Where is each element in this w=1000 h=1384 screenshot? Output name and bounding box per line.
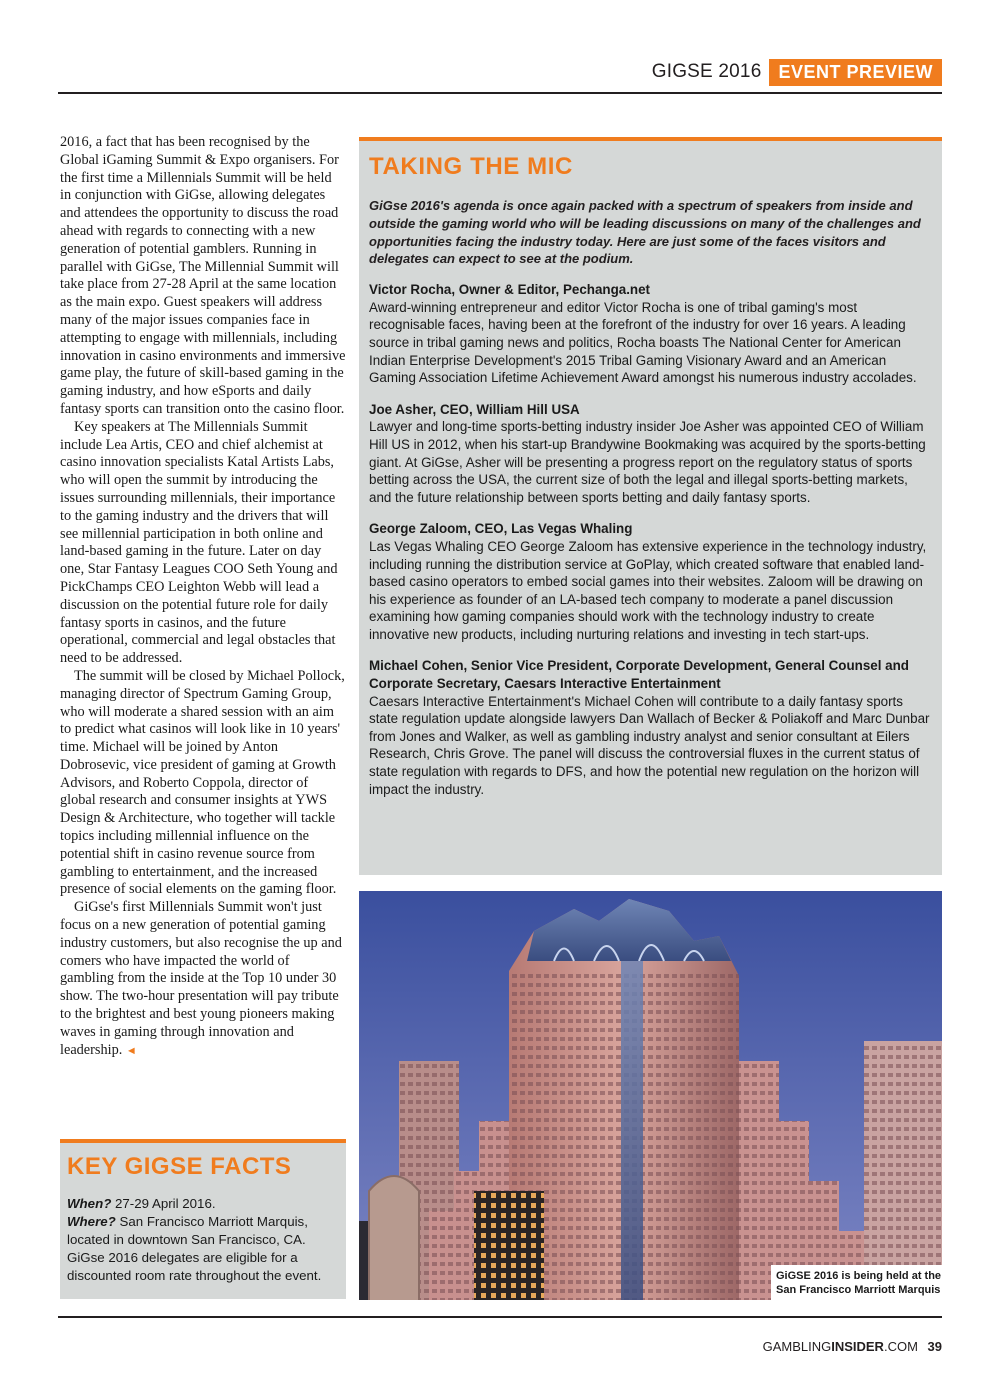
speaker-entry [369, 657, 932, 798]
article-paragraph [60, 899, 346, 1060]
header-divider [58, 92, 942, 94]
speaker-bio: Las Vegas Whaling CEO George Zaloom has extensive experience in the technology industry, including running the distribution service at GoPlay, which created software that enabled land-based casino operators to embed social games into their websites. Zaloom will be drawing on his experience as founder of an LA-based tech company to moderate a panel discussion examining how gaming companies should work with the technology industry to create innovative new products, including nurturing relations and investing in tech start-ups. [369, 538, 927, 642]
article-paragraph: 2016, a fact that has been recognised by the Global iGaming Summit & Expo organisers. For the first time a Millennials Summit will be held in conjunction with GiGse, allowing delegates and attendees the opportunity to discuss the road ahead with regards to connecting with a new generation of potential gamblers. Running in parallel with GiGse, The Millennial Summit will take place from 27-28 April at the same location as the main expo. Guest speakers will address many of the major issues companies face in attempting to engage with millennials, including innovation in casino environments and immersive game play, the future of skill-based gaming in the gaming industry, and how eSports and daily fantasy sports can transition onto the casino floor. [60, 134, 346, 417]
speaker-entry [369, 401, 932, 507]
footer-site-bold: INSIDER [831, 1339, 884, 1354]
marriott-marquis-illustration [359, 891, 942, 1300]
when-label: When? [67, 1196, 112, 1211]
speaker-entry [369, 281, 932, 387]
speaker-name: George Zaloom, CEO, Las Vegas Whaling [369, 521, 633, 537]
page-footer [763, 1339, 942, 1354]
key-facts-title: KEY GIGSE FACTS [67, 1153, 292, 1180]
page-header [652, 58, 942, 86]
footer-site-suffix: .COM [883, 1339, 918, 1354]
mic-title: TAKING THE MIC [369, 153, 573, 180]
article-paragraph: Key speakers at The Millennials Summit include Lea Artis, CEO and chief alchemist at casino innovation specialists Katal Artists Labs, who will open the summit by introducing the issues surrounding millennials, their importance to the gaming industry and the drivers that will see millennial participation in both online and land-based gaming in the future. Later on day one, Star Fantasy Leagues COO Seth Young and PickChamps CEO Leighton Webb will lead a discussion on the potential future role for daily fantasy sports in casinos, and the future operational, commercial and legal obstacles that need to be addressed. [60, 418, 338, 667]
speaker-bio: Lawyer and long-time sports-betting industry insider Joe Asher was appointed CEO of William Hill US in 2012, when his start-up Brandywine Bookmaking was acquired by the sports-betting giant. At GiGse, Asher will be presenting a progress report on the regulatory status of sports betting across the USA, the current size of both the legal and illegal sports-betting markets, and the future relationship between sports betting and daily fantasy sports. [369, 419, 926, 505]
speaker-name: Victor Rocha, Owner & Editor, Pechanga.net [369, 282, 651, 298]
hotel-photo [359, 891, 942, 1300]
end-mark-icon: ◄ [125, 1044, 137, 1057]
magazine-section-title: GIGSE 2016 [651, 61, 762, 82]
speaker-name: Michael Cohen, Senior Vice President, Corporate Development, General Counsel and Corporate Secretary, Caesars Interactive Entertainment [369, 658, 909, 692]
key-facts-box [60, 1139, 346, 1299]
article-paragraph-text: GiGse's first Millennials Summit won't just focus on a new generation of potential gaming industry customers, but also recognise the up and comers who have impacted the world of gambling from the inside at the Top 10 under 30 show. The two-hour presentation will pay tribute to the brightest and best young pioneers making waves in gaming through innovation and leadership. [60, 899, 342, 1058]
speaker-name: Joe Asher, CEO, William Hill USA [369, 401, 580, 417]
where-value: San Francisco Marriott Marquis, located in downtown San Francisco, CA. GiGse 2016 delegates are eligible for a discounted room rate throughout the event. [67, 1214, 322, 1283]
speaker-bio: Award-winning entrepreneur and editor Victor Rocha is one of tribal gaming's most recognisable faces, having been at the forefront of the industry for over 16 years. A leading source in tribal gaming news and politics, Rocha boasts The National Center for American Indian Enterprise Development's 2015 Tribal Gaming Visionary Award and an American Gaming Association Lifetime Achievement Award amongst his numerous industry accolades. [369, 299, 917, 386]
footer-divider [58, 1316, 942, 1318]
speaker-entry [369, 520, 932, 643]
article-paragraph: The summit will be closed by Michael Pollock, managing director of Spectrum Gaming Group, who will moderate a shared session with an aim to predict what casinos will look like in 10 years' time. Michael will be joined by Anton Dobrosevic, vice president of gaming at Growth Advisors, and Roberto Coppola, director of global research and consumer insights at YWS Design & Architecture, who together will tackle topics including millennial influence on the potential shift in casino revenue source from gambling to entertainment, and the increased presence of social elements on the gaming floor. [60, 667, 345, 898]
key-facts-body [67, 1195, 338, 1285]
mic-intro: GiGse 2016's agenda is once again packed with a spectrum of speakers from inside and outside the gaming world who will be leading discussions on many of the challenges and opportunities facing the industry today. Here are just some of the faces visitors and delegates can expect to see at the podium. [369, 198, 921, 267]
article-column [60, 134, 346, 1060]
taking-the-mic-box [359, 137, 942, 875]
footer-site-prefix: GAMBLING [762, 1339, 832, 1354]
section-tag: EVENT PREVIEW [769, 59, 942, 86]
page-number: 39 [927, 1339, 942, 1354]
speaker-bio: Caesars Interactive Entertainment's Michael Cohen will contribute to a daily fantasy sports state regulation update alongside lawyers Dan Wallach of Becker & Poliakoff and Marc Dunbar from Jones and Walker, as well as gambling industry analyst and senior consultant at Eilers Research, Chris Grove. The panel will discuss the controversial fluxes in the current status of state regulation with regards to DFS, and how the potential new regulation on the horizon will impact the industry. [369, 693, 930, 797]
photo-caption: GiGSE 2016 is being held at the San Francisco Marriott Marquis [771, 1265, 942, 1300]
when-value: 27-29 April 2016. [111, 1196, 216, 1211]
where-label: Where? [67, 1214, 116, 1229]
